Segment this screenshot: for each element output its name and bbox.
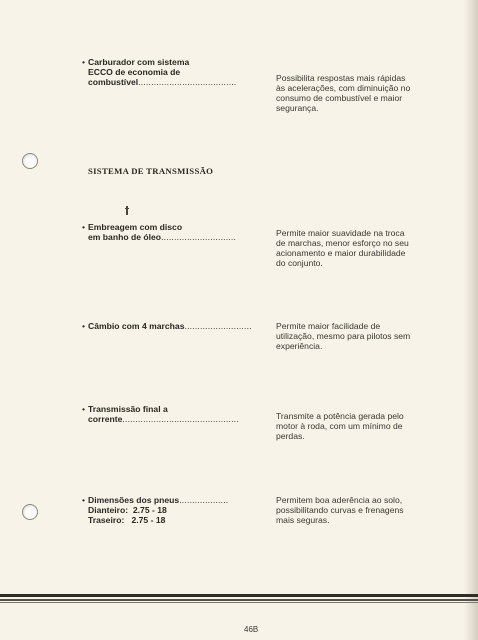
feature-benefit <box>276 321 436 351</box>
pen-mark <box>125 208 129 209</box>
benefit-line: segurança. <box>276 103 319 113</box>
bullet: • <box>82 495 86 505</box>
footer-rule <box>0 594 478 597</box>
feature-name <box>88 321 268 331</box>
leader-dots: ...................................... <box>138 77 237 87</box>
feature-name <box>88 495 268 525</box>
feature-benefit <box>276 495 436 525</box>
bullet: • <box>82 57 86 67</box>
footer-rule <box>0 599 478 601</box>
benefit-line: motor à roda, com um mínimo de <box>276 421 403 431</box>
benefit-line: Permitem boa aderência ao solo, <box>276 495 403 505</box>
feature-line <box>88 414 268 424</box>
benefit-line: experiência. <box>276 341 323 351</box>
binder-hole <box>22 504 38 520</box>
benefit-line: possibilitando curvas e frenagens <box>276 505 404 515</box>
bullet: • <box>82 222 86 232</box>
page-number: 46B <box>244 625 259 634</box>
leader-dots: ............................. <box>161 232 237 242</box>
benefit-line: utilização, mesmo para pilotos sem <box>276 331 411 341</box>
feature-line <box>88 495 268 505</box>
feature-name <box>88 222 268 242</box>
feature-line: Transmissão final a <box>88 404 168 414</box>
feature-line-text: corrente <box>88 414 123 424</box>
tire-rear-size: Traseiro: 2.75 - 18 <box>88 515 166 525</box>
leader-dots: ............................................. <box>122 414 239 424</box>
benefit-line: às acelerações, com diminuição no <box>276 83 411 93</box>
tire-front-size: Dianteiro: 2.75 - 18 <box>88 505 167 515</box>
benefit-line: perdas. <box>276 431 305 441</box>
benefit-line: mais seguras. <box>276 515 330 525</box>
bullet: • <box>82 321 86 331</box>
benefit-line: consumo de combustível e maior <box>276 93 403 103</box>
feature-line: ECCO de economia de <box>88 67 181 77</box>
page-edge-shadow <box>464 0 478 640</box>
footer-rule <box>0 602 478 603</box>
feature-line: Embreagem com disco <box>88 222 183 232</box>
benefit-line: de marchas, menor esforço no seu <box>276 238 409 248</box>
benefit-line: Permite maior suavidade na troca <box>276 228 405 238</box>
feature-line-text: em banho de óleo <box>88 232 162 242</box>
feature-name <box>88 404 268 424</box>
bullet: • <box>82 404 86 414</box>
feature-benefit <box>276 411 436 441</box>
benefit-line: acionamento e maior durabilidade <box>276 248 406 258</box>
feature-benefit <box>276 228 436 268</box>
feature-line <box>88 77 268 87</box>
section-title: SISTEMA DE TRANSMISSÃO <box>88 166 214 176</box>
feature-benefit <box>276 73 436 113</box>
feature-line-text: Dimensões dos pneus <box>88 495 180 505</box>
binder-hole <box>22 153 38 169</box>
feature-line-text: Câmbio com 4 marchas <box>88 321 185 331</box>
benefit-line: Possibilita respostas mais rápidas <box>276 73 406 83</box>
leader-dots: .......................... <box>184 321 252 331</box>
feature-line <box>88 321 268 331</box>
feature-name <box>88 57 268 87</box>
leader-dots: ................... <box>179 495 229 505</box>
feature-line <box>88 232 268 242</box>
benefit-line: Transmite a potência gerada pelo <box>276 411 404 421</box>
benefit-line: do conjunto. <box>276 258 323 268</box>
feature-line: Carburador com sistema <box>88 57 190 67</box>
benefit-line: Permite maior facilidade de <box>276 321 381 331</box>
feature-line-text: combustível <box>88 77 139 87</box>
